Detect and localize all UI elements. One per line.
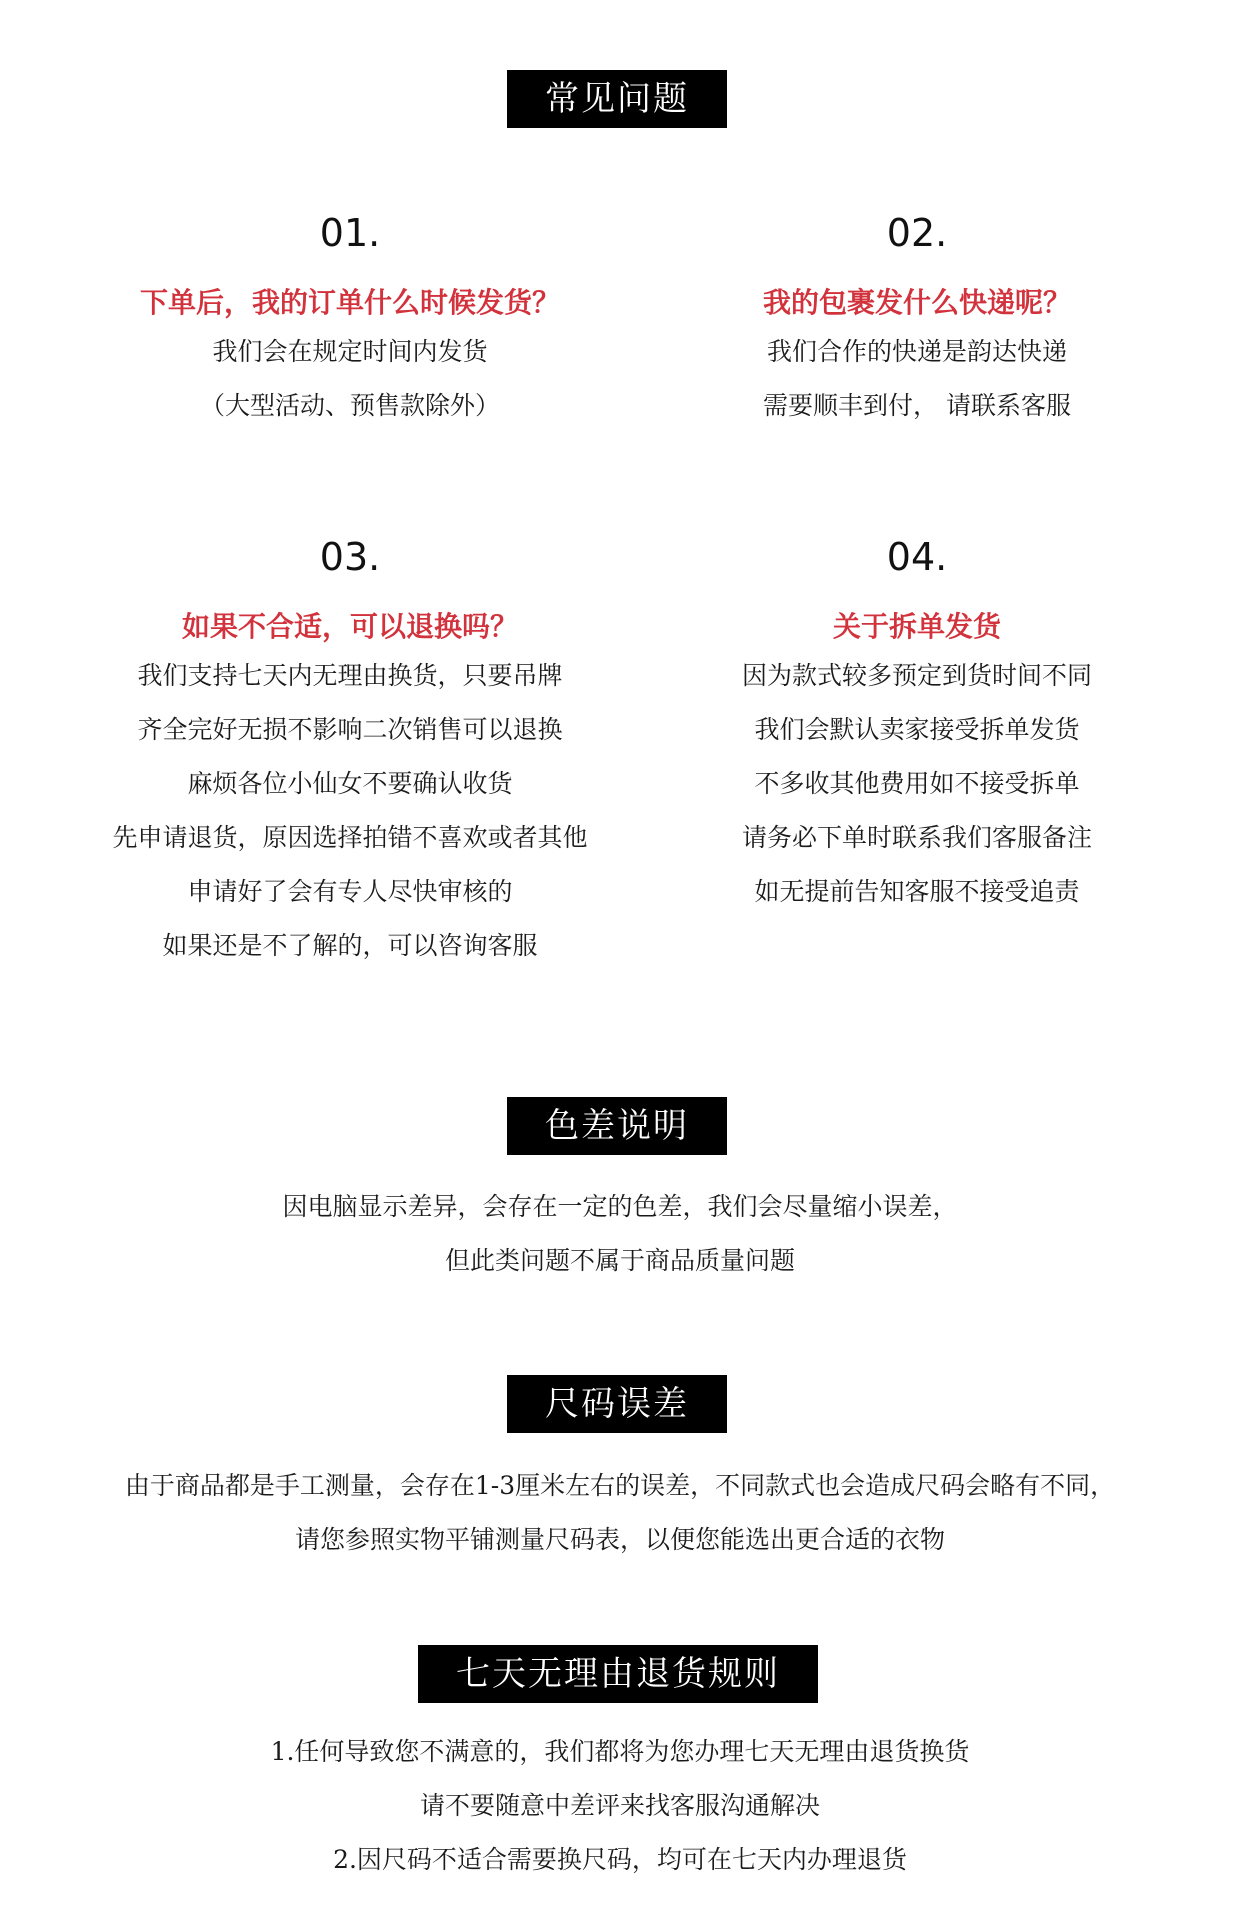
color-section-title: 色差说明 [507,1097,727,1155]
color-description-line: 因电脑显示差异，会存在一定的色差，我们会尽量缩小误差， [282,1192,958,1221]
return-rule-line: 2.因尺码不适合需要换尺码，均可在七天内办理退货 [333,1845,907,1874]
faq-question: 关于拆单发货 [832,610,1001,643]
faq-answer-line: 我们支持七天内无理由换货，只要吊牌 [137,661,563,690]
faq-question: 下单后，我的订单什么时候发货？ [139,286,560,319]
faq-item-01 [70,203,630,433]
faq-answer-line: 请务必下单时联系我们客服备注 [741,823,1092,852]
faq-answer-line: 先申请退货，原因选择拍错不喜欢或者其他 [112,823,588,852]
faq-answer-line: 如无提前告知客服不接受追责 [754,877,1080,906]
faq-question: 我的包裹发什么快递呢？ [762,286,1071,319]
size-section-title: 尺码误差 [507,1375,727,1433]
faq-answer-line: 不多收其他费用如不接受拆单 [754,769,1080,798]
faq-item-02 [637,203,1197,433]
faq-item-03 [70,527,630,973]
size-description [0,1459,1240,1567]
faq-answer-line: 需要顺丰到付， 请联系客服 [763,391,1071,420]
return-section-title: 七天无理由退货规则 [418,1645,818,1703]
faq-answer-line: 我们会默认卖家接受拆单发货 [754,715,1080,744]
color-description [0,1180,1240,1288]
return-rules [0,1725,1240,1887]
faq-number: 04. [886,535,948,579]
faq-answer-line: 我们会在规定时间内发货 [212,337,488,366]
return-rule-line: 请不要随意中差评来找客服沟通解决 [419,1791,820,1820]
faq-question: 如果不合适，可以退换吗？ [181,610,518,643]
faq-item-04 [637,527,1197,919]
faq-answer-line: 申请好了会有专人尽快审核的 [187,877,513,906]
faq-number: 02. [886,211,948,255]
faq-answer-line: （大型活动、预售款除外） [199,391,500,420]
size-description-line: 请您参照实物平铺测量尺码表，以便您能选出更合适的衣物 [294,1525,945,1554]
faq-answer-line: 因为款式较多预定到货时间不同 [741,661,1092,690]
color-description-line: 但此类问题不属于商品质量问题 [444,1246,795,1275]
faq-answer-line: 齐全完好无损不影响二次销售可以退换 [137,715,563,744]
faq-section-title: 常见问题 [507,70,727,128]
faq-number: 03. [319,535,381,579]
size-description-line: 由于商品都是手工测量，会存在1-3厘米左右的误差，不同款式也会造成尺码会略有不同， [124,1471,1116,1500]
faq-answer-line: 我们合作的快递是韵达快递 [766,337,1067,366]
faq-answer-line: 麻烦各位小仙女不要确认收货 [187,769,513,798]
faq-number: 01. [319,211,381,255]
faq-answer-line: 如果还是不了解的，可以咨询客服 [162,931,538,960]
return-rule-line: 1.任何导致您不满意的，我们都将为您办理七天无理由退货换货 [270,1737,970,1766]
